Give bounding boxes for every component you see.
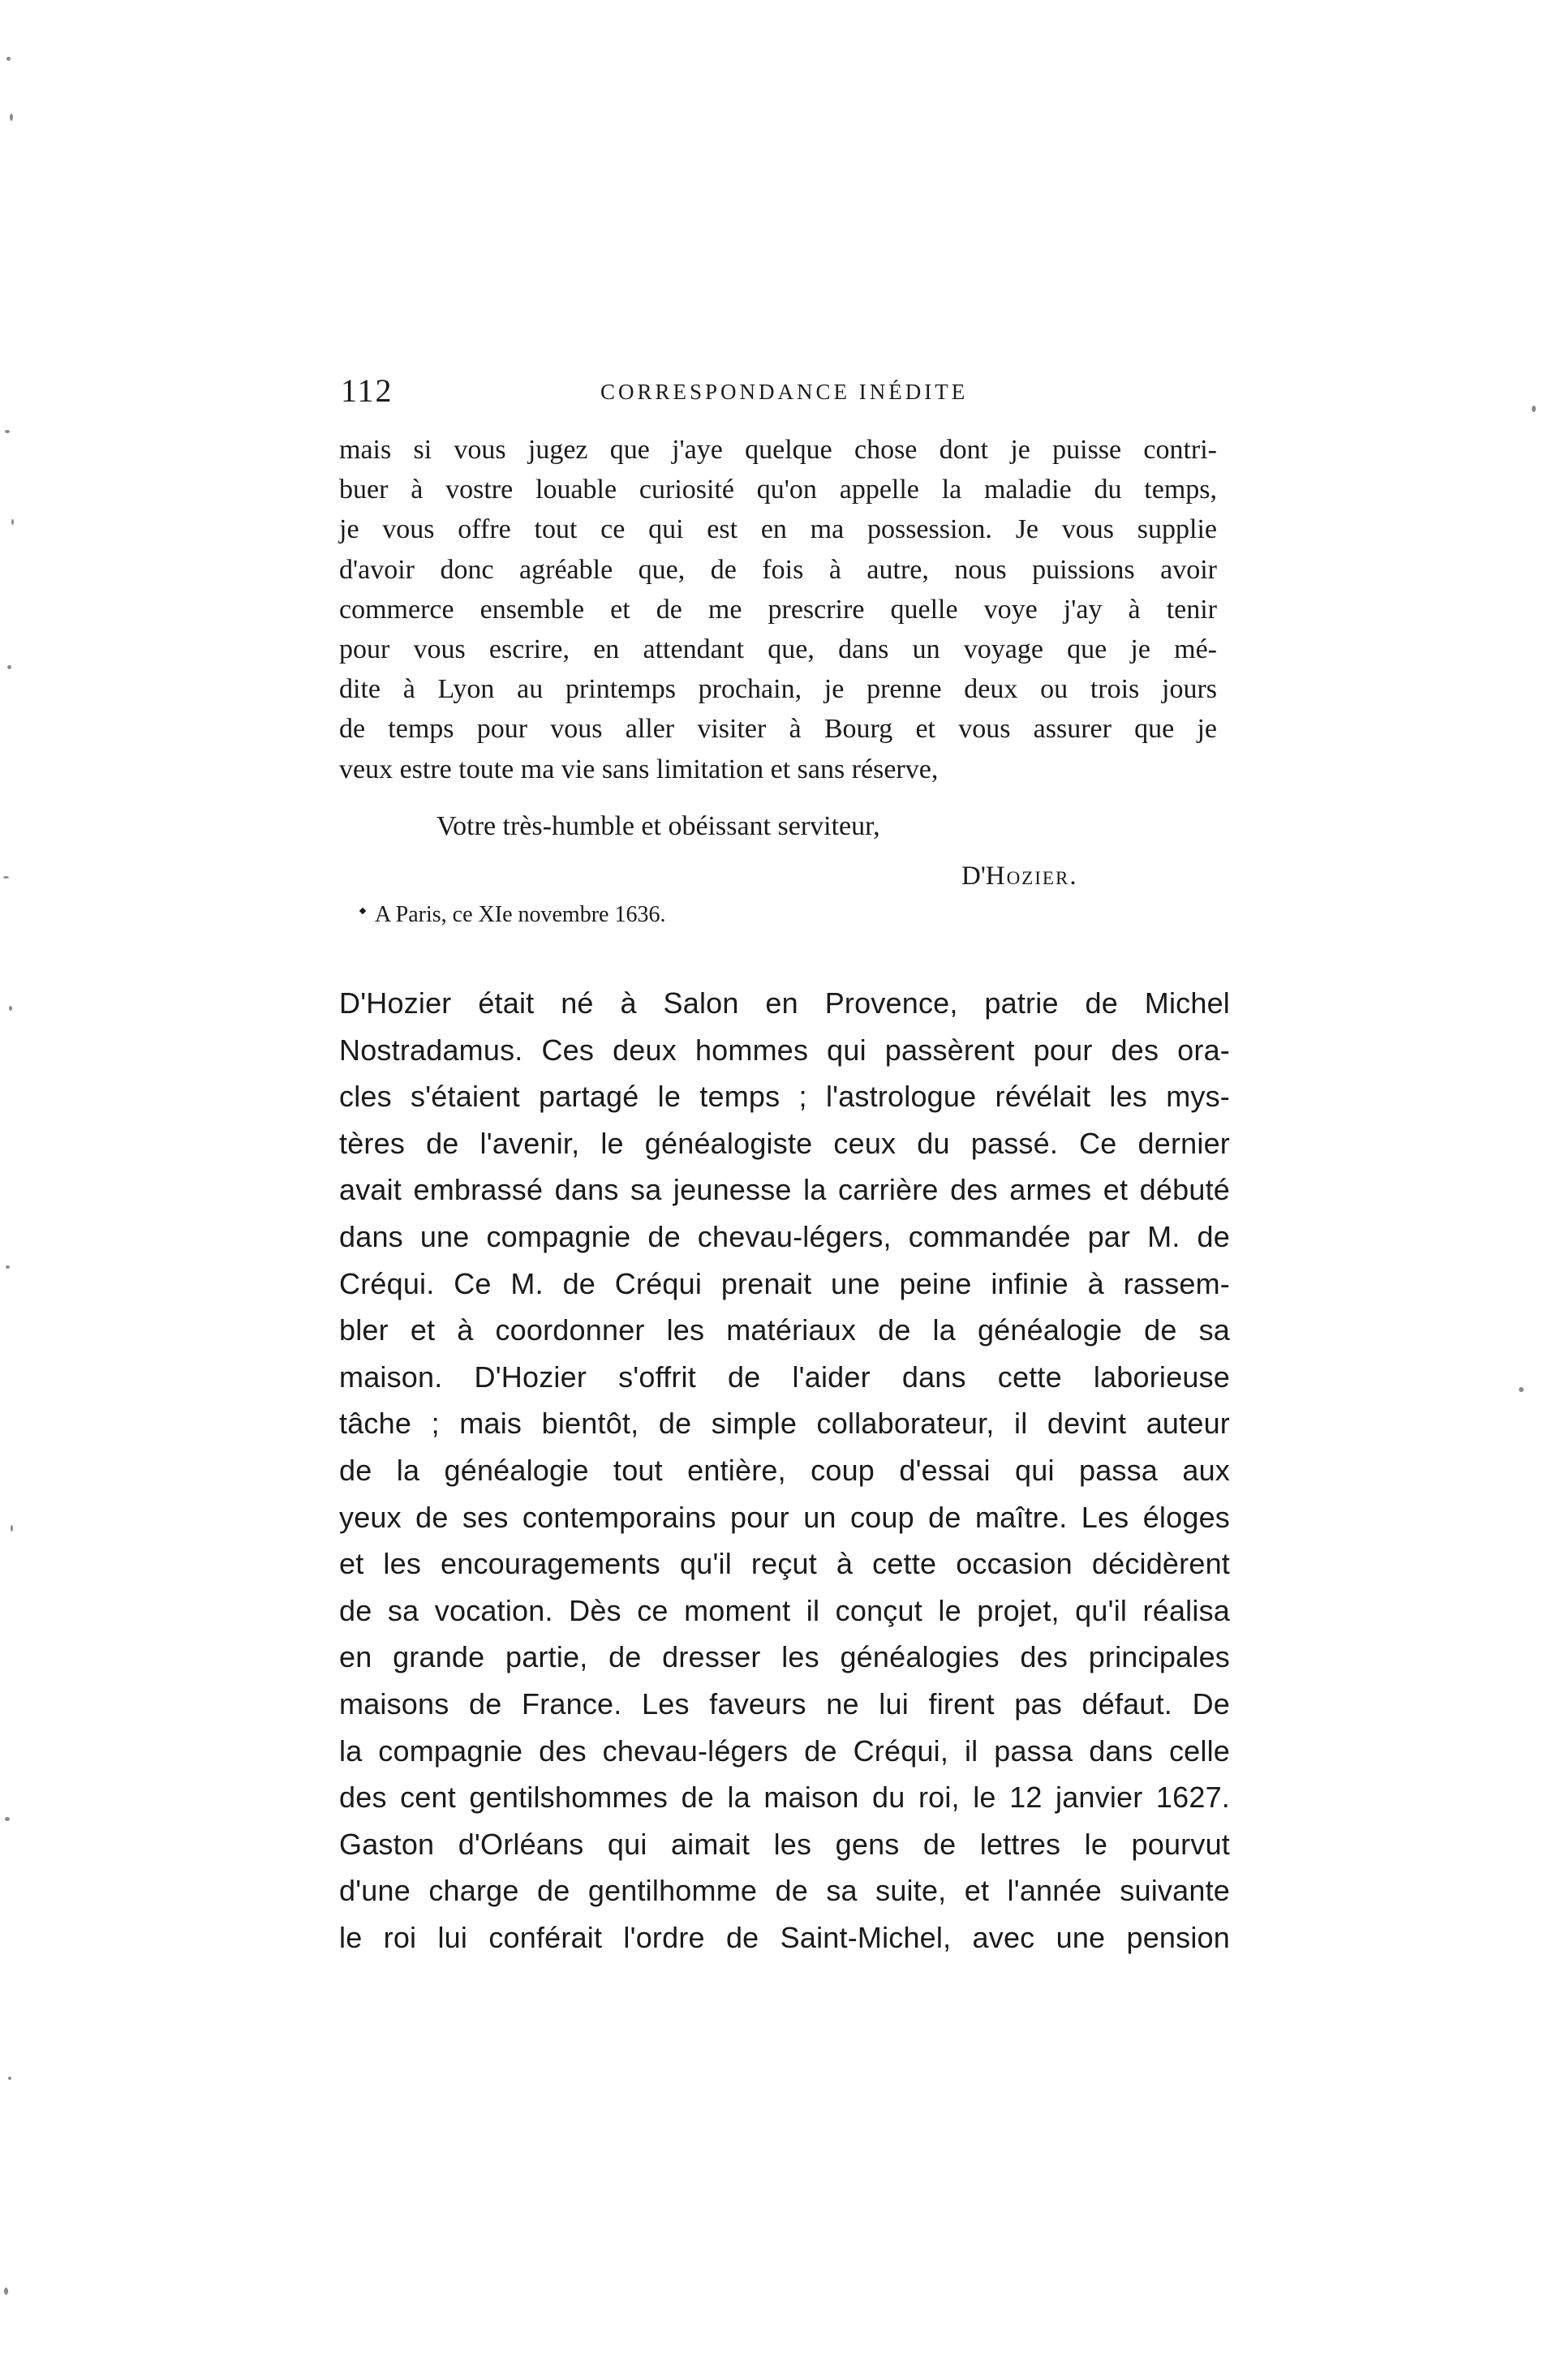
commentary-line: bler et à coordonner les matériaux de la généalogie de sa [339,1313,1230,1347]
letter-line: d'avoir donc agréable que, de fois à autre, nous puissions avoir [339,554,1217,585]
commentary-line: Gaston d'Orléans qui aimait les gens de lettres le pourvut [339,1827,1230,1861]
scan-speck [1532,406,1536,412]
letter-closing: Votre très-humble et obéissant serviteur, [436,811,880,841]
dateline-mark-icon [359,908,366,914]
page-number: 112 [341,372,393,409]
scan-speck [1519,1387,1524,1392]
commentary-line: de la généalogie tout entière, coup d'essai qui passa aux [339,1453,1230,1487]
commentary-line: de sa vocation. Dès ce moment il conçut le projet, qu'il réalisa [339,1593,1230,1627]
commentary-line: des cent gentilshommes de la maison du roi, le 12 janvier 1627. [339,1781,1230,1815]
commentary-line: d'une charge de gentilhomme de sa suite, et l'année suivante [339,1874,1230,1908]
commentary-line: avait embrassé dans sa jeunesse la carrière des armes et débuté [339,1173,1230,1207]
commentary-line: Créqui. Ce M. de Créqui prenait une peine infinie à rassem- [339,1266,1230,1300]
letter-dateline: A Paris, ce XIe novembre 1636. [375,902,666,927]
commentary-line: la compagnie des chevau-légers de Créqui, il passa dans celle [339,1733,1230,1768]
commentary-line: tâche ; mais bientôt, de simple collaborateur, il devint auteur [339,1407,1230,1441]
letter-line: dite à Lyon au printemps prochain, je prenne deux ou trois jours [339,674,1217,705]
commentary-line: maisons de France. Les faveurs ne lui firent pas défaut. De [339,1686,1230,1721]
commentary-line: Nostradamus. Ces deux hommes qui passèrent pour des ora- [339,1033,1230,1067]
commentary-line: en grande partie, de dresser les généalogies des principales [339,1640,1230,1674]
letter-signature [961,861,1078,891]
commentary-line: yeux de ses contemporains pour un coup de maître. Les éloges [339,1500,1230,1534]
commentary-line: le roi lui conférait l'ordre de Saint-Michel, avec une pension [339,1920,1230,1954]
letter-line: je vous offre tout ce qui est en ma possession. Je vous supplie [339,514,1217,545]
running-title: CORRESPONDANCE INÉDITE [600,380,969,404]
letter-line: mais si vous jugez que j'aye quelque chose dont je puisse contri- [339,435,1217,465]
scan-margin-noise [0,0,24,2380]
signature-name: Hozier. [985,861,1078,891]
signature-prefix: D' [961,861,986,891]
letter-line: pour vous escrire, en attendant que, dans un voyage que je mé- [339,634,1217,664]
commentary-line: cles s'étaient partagé le temps ; l'astrologue révélait les mys- [339,1080,1230,1114]
commentary-line: D'Hozier était né à Salon en Provence, patrie de Michel [339,986,1230,1020]
letter-body [339,430,1217,789]
commentary-line: dans une compagnie de chevau-légers, commandée par M. de [339,1219,1230,1253]
commentary-body [339,980,1230,1961]
letter-line: buer à vostre louable curiosité qu'on appelle la maladie du temps, [339,475,1217,505]
letter-line: veux estre toute ma vie sans limitation et sans réserve, [339,754,939,784]
letter-line: commerce ensemble et de me prescrire quelle voye j'ay à tenir [339,594,1217,625]
commentary-line: maison. D'Hozier s'offrit de l'aider dans cette laborieuse [339,1360,1230,1394]
commentary-line: tères de l'avenir, le généalogiste ceux du passé. Ce dernier [339,1126,1230,1160]
page-header [341,372,1233,412]
letter-line: de temps pour vous aller visiter à Bourg et vous assurer que je [339,714,1217,745]
commentary-line: et les encouragements qu'il reçut à cette occasion décidèrent [339,1547,1230,1581]
